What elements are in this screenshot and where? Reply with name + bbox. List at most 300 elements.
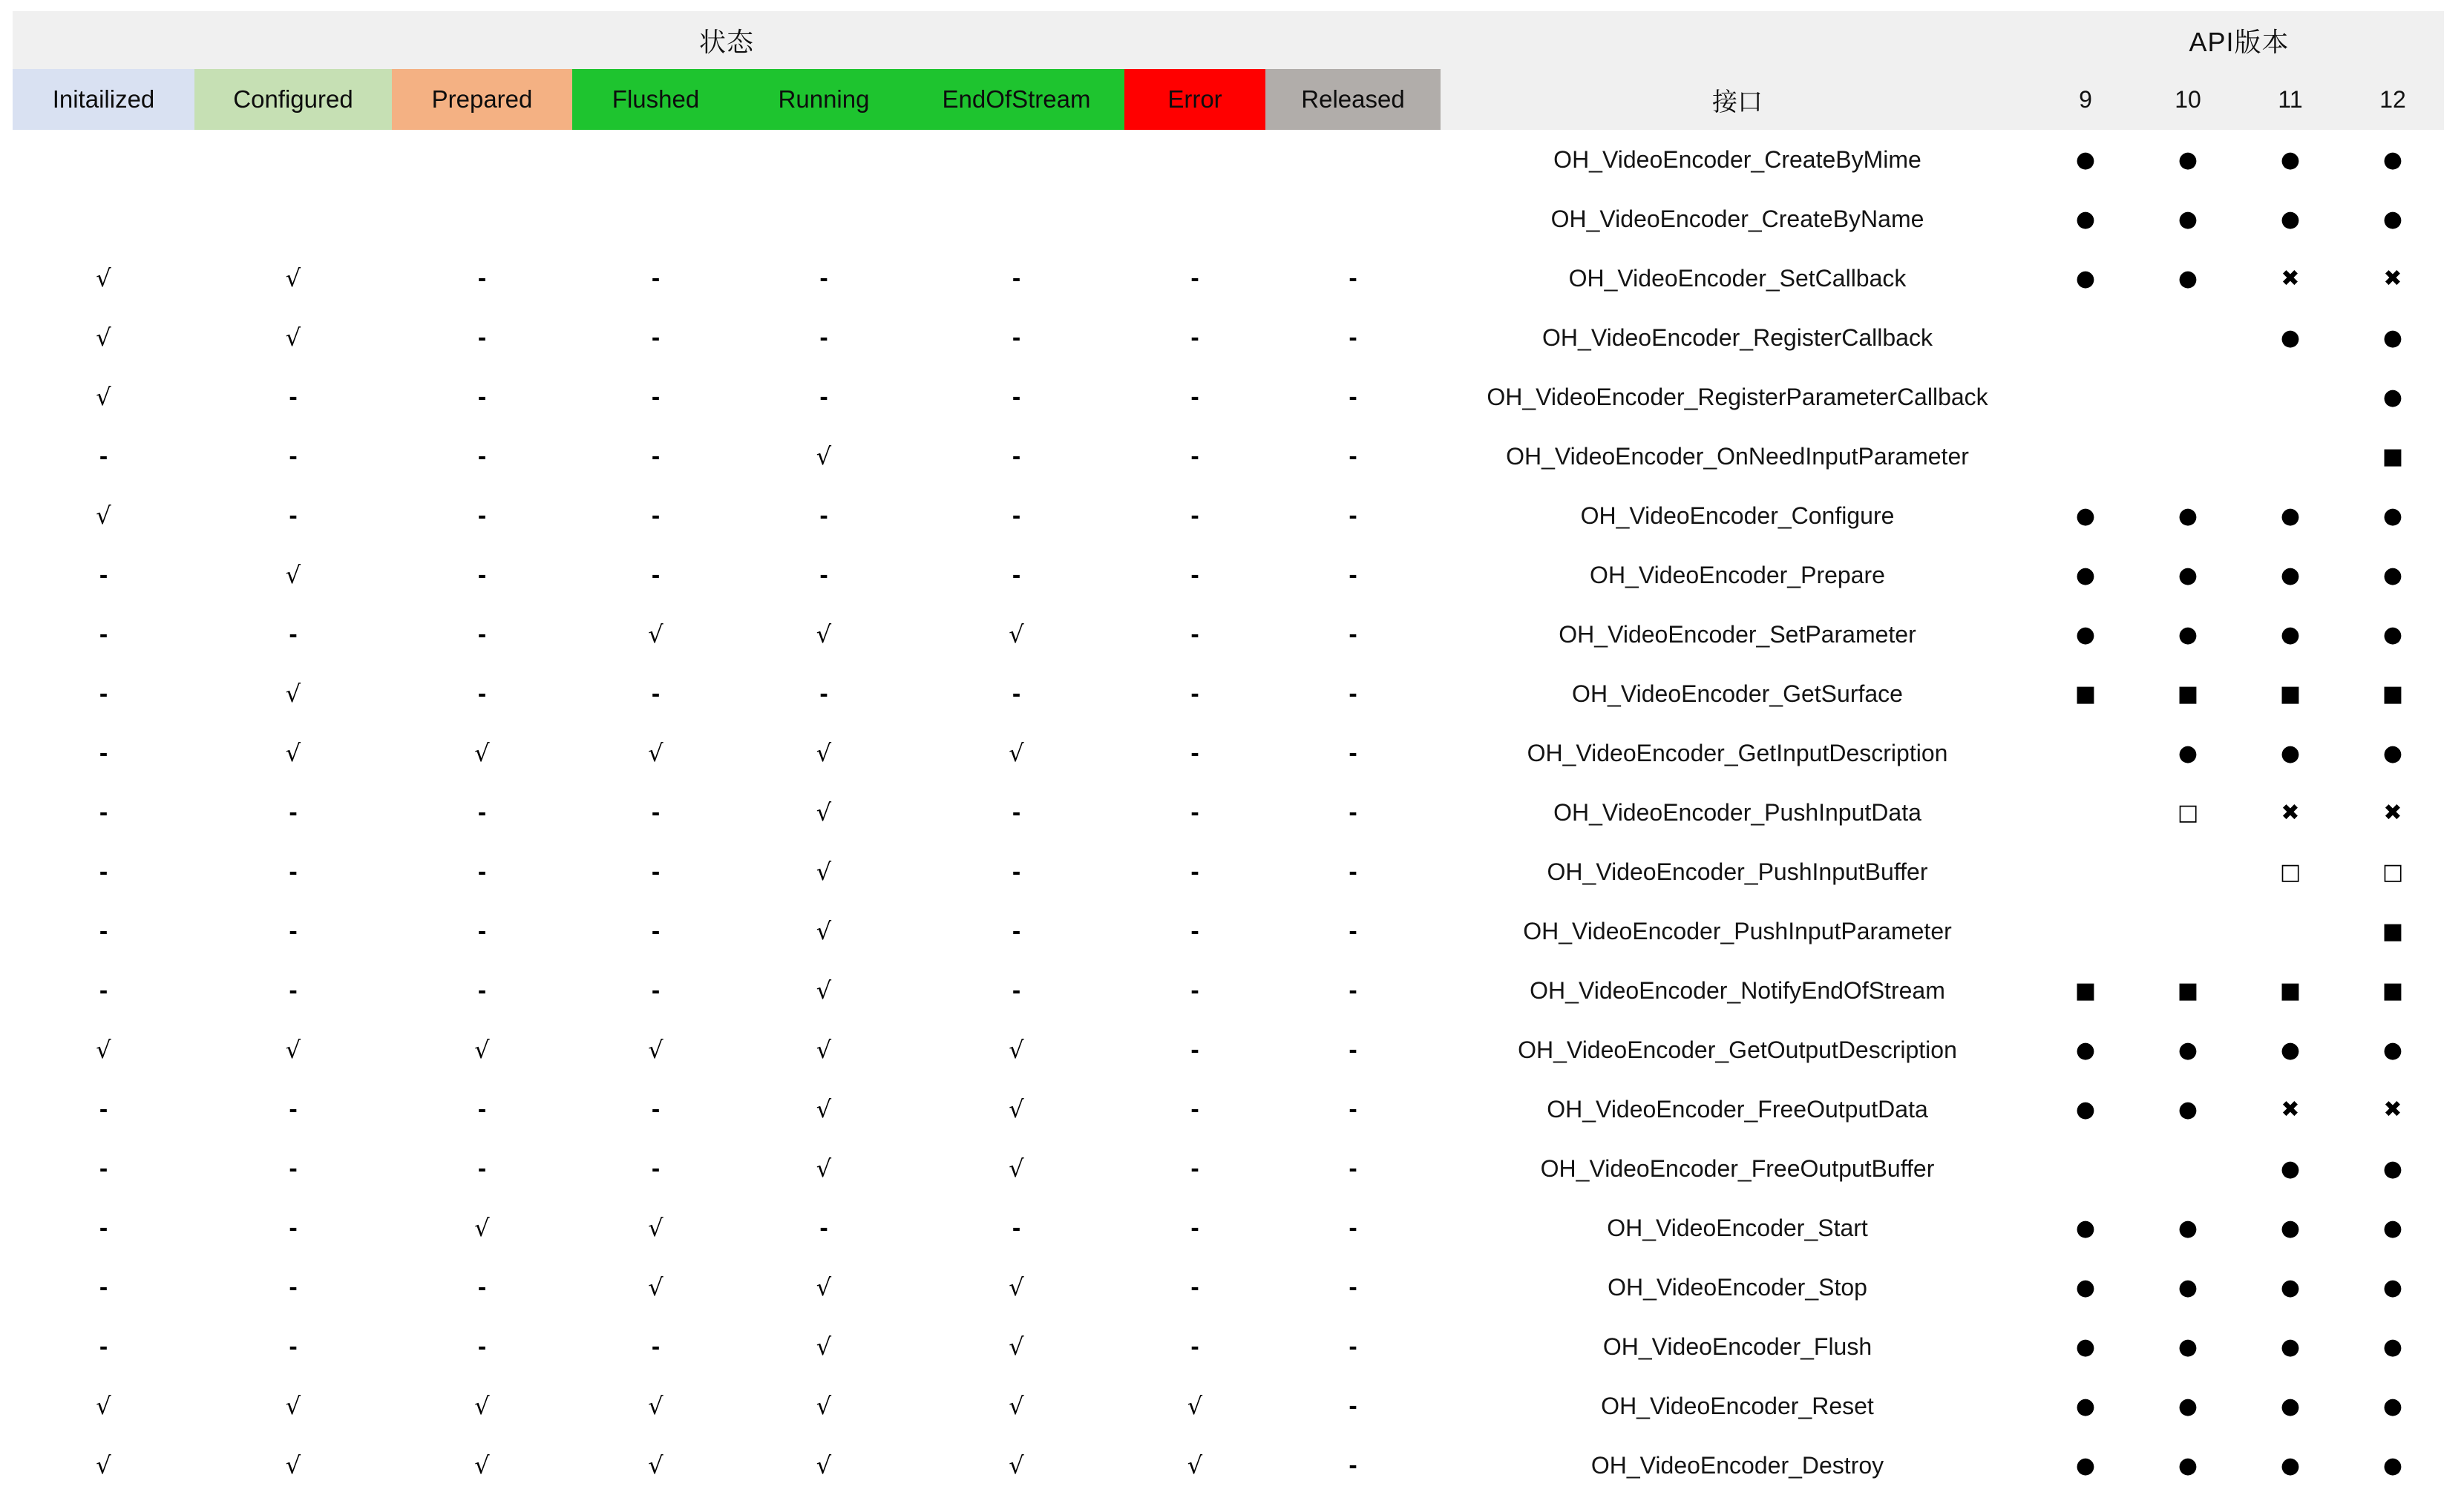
state-cell: -	[1349, 738, 1357, 767]
state-cell: -	[1190, 382, 1199, 411]
api-support-cell: ●	[2178, 206, 2198, 232]
state-cell: -	[99, 1332, 108, 1361]
state-cell: -	[289, 620, 298, 648]
state-cell: √	[816, 620, 832, 648]
api-support-cell: ●	[2075, 146, 2096, 173]
state-cell: -	[819, 560, 828, 589]
api-support-cell	[2034, 901, 2137, 961]
state-cell: √	[96, 1392, 111, 1420]
api-support-cell: ●	[2178, 621, 2198, 648]
state-column-header-running: Running	[739, 69, 908, 130]
interface-name: OH_VideoEncoder_RegisterParameterCallback	[1487, 383, 1988, 410]
state-column-header-released: Released	[1265, 69, 1441, 130]
api-support-cell: ●	[2280, 146, 2301, 173]
api-support-cell	[2034, 308, 2137, 367]
state-cell: -	[1190, 798, 1199, 827]
state-cell: -	[651, 1154, 661, 1183]
api-support-cell: ●	[2280, 1452, 2301, 1479]
state-cell: -	[1190, 1332, 1199, 1361]
state-cell: -	[1349, 560, 1357, 589]
api-support-cell: ●	[2280, 324, 2301, 351]
api-support-cell: ●	[2382, 1036, 2403, 1063]
state-cell: -	[289, 1154, 298, 1183]
state-cell: -	[1349, 620, 1357, 648]
api-support-cell	[2239, 901, 2342, 961]
state-cell: √	[816, 1451, 832, 1479]
interface-name: OH_VideoEncoder_GetOutputDescription	[1518, 1036, 1957, 1063]
state-cell: √	[474, 739, 490, 767]
state-cell: √	[816, 976, 832, 1005]
state-cell: -	[99, 1094, 108, 1123]
state-api-table	[13, 11, 2444, 1495]
state-cell	[1265, 189, 1441, 249]
api-support-cell: ●	[2280, 1215, 2301, 1241]
state-cell: -	[1190, 560, 1199, 589]
state-cell: -	[651, 798, 661, 827]
state-cell: -	[289, 916, 298, 945]
state-cell: -	[99, 679, 108, 708]
state-cell: -	[651, 501, 661, 530]
state-cell: -	[1012, 560, 1021, 589]
state-cell: -	[1190, 916, 1199, 945]
state-cell: -	[99, 560, 108, 589]
api-version-column-header-9: 9	[2034, 69, 2137, 130]
interface-name: OH_VideoEncoder_PushInputParameter	[1523, 917, 1952, 944]
state-cell: -	[819, 679, 828, 708]
state-cell: -	[651, 1094, 661, 1123]
state-cell: -	[819, 501, 828, 530]
state-cell: -	[477, 560, 487, 589]
api-support-cell: ●	[2075, 1274, 2096, 1301]
state-cell: -	[289, 1272, 298, 1301]
state-cell: √	[96, 502, 111, 530]
status-group-header: 状态	[13, 11, 1441, 69]
state-cell: √	[96, 1451, 111, 1479]
api-support-cell: □	[2382, 858, 2404, 885]
api-support-cell: ●	[2382, 1393, 2403, 1419]
state-cell: -	[99, 976, 108, 1005]
api-support-cell: ✖	[2281, 265, 2300, 292]
api-support-cell: ●	[2075, 265, 2096, 292]
state-cell: -	[1012, 382, 1021, 411]
api-support-cell: ●	[2280, 1333, 2301, 1360]
state-cell: -	[1349, 501, 1357, 530]
state-cell	[13, 189, 194, 249]
api-support-cell: ■	[2382, 443, 2404, 470]
api-support-cell: ■	[2382, 977, 2404, 1004]
state-cell: √	[1009, 1154, 1024, 1183]
interface-name: OH_VideoEncoder_Reset	[1601, 1392, 1874, 1419]
state-cell: -	[651, 560, 661, 589]
api-support-cell	[2137, 842, 2239, 901]
interface-name: OH_VideoEncoder_Configure	[1580, 502, 1895, 529]
state-cell: -	[1349, 382, 1357, 411]
api-support-cell: ●	[2280, 562, 2301, 588]
state-cell: √	[816, 798, 832, 827]
state-cell: -	[1349, 679, 1357, 708]
state-cell: -	[477, 1094, 487, 1123]
state-cell: -	[477, 1154, 487, 1183]
state-cell: -	[819, 1213, 828, 1242]
api-support-cell: ●	[2178, 562, 2198, 588]
state-cell: -	[1190, 501, 1199, 530]
interface-name: OH_VideoEncoder_GetInputDescription	[1527, 739, 1948, 766]
state-cell: √	[1009, 1036, 1024, 1064]
api-support-cell	[2137, 1139, 2239, 1198]
api-support-cell: ●	[2178, 1393, 2198, 1419]
state-cell: -	[1190, 738, 1199, 767]
state-cell: √	[648, 739, 663, 767]
api-support-cell: ●	[2075, 1333, 2096, 1360]
state-cell: -	[99, 738, 108, 767]
api-support-cell: ●	[2382, 324, 2403, 351]
state-cell: -	[1012, 501, 1021, 530]
state-cell: √	[474, 1392, 490, 1420]
interface-name: OH_VideoEncoder_RegisterCallback	[1542, 323, 1933, 351]
state-cell: -	[1349, 1035, 1357, 1064]
state-cell: -	[1190, 1035, 1199, 1064]
state-cell: √	[1009, 739, 1024, 767]
state-cell: -	[651, 1332, 661, 1361]
interface-column-header: 接口	[1441, 69, 2034, 130]
api-support-cell: ●	[2075, 206, 2096, 232]
interface-name: OH_VideoEncoder_PushInputBuffer	[1547, 858, 1928, 885]
interface-name: OH_VideoEncoder_SetCallback	[1568, 264, 1907, 292]
state-cell: -	[1349, 857, 1357, 886]
api-support-cell: ●	[2178, 1274, 2198, 1301]
state-cell: √	[816, 1333, 832, 1361]
api-support-cell: ■	[2177, 977, 2199, 1004]
state-cell: √	[96, 383, 111, 411]
state-cell: -	[651, 441, 661, 470]
state-cell: -	[1190, 263, 1199, 292]
state-cell: -	[1349, 1213, 1357, 1242]
interface-name: OH_VideoEncoder_PushInputData	[1553, 798, 1921, 826]
state-cell: -	[651, 263, 661, 292]
api-support-cell: ●	[2382, 1333, 2403, 1360]
state-cell: -	[289, 1213, 298, 1242]
state-cell: -	[289, 501, 298, 530]
api-support-cell: ●	[2382, 621, 2403, 648]
state-cell: -	[819, 323, 828, 352]
interface-name: OH_VideoEncoder_Prepare	[1590, 561, 1885, 588]
api-support-cell: ●	[2280, 1036, 2301, 1063]
api-support-cell	[2034, 367, 2137, 427]
state-cell: -	[99, 798, 108, 827]
api-support-cell: ●	[2178, 265, 2198, 292]
api-support-cell: ■	[2279, 977, 2301, 1004]
api-support-cell	[2137, 308, 2239, 367]
state-cell	[908, 189, 1124, 249]
state-cell: √	[285, 561, 301, 589]
state-cell	[1265, 130, 1441, 189]
state-cell: -	[289, 857, 298, 886]
api-support-cell	[2137, 427, 2239, 486]
state-cell: -	[99, 1272, 108, 1301]
state-cell: -	[651, 323, 661, 352]
api-support-cell: ●	[2280, 1274, 2301, 1301]
state-cell: √	[816, 739, 832, 767]
api-support-cell: □	[2279, 858, 2301, 885]
state-cell: -	[477, 323, 487, 352]
api-support-cell: ●	[2178, 1452, 2198, 1479]
state-cell: -	[289, 798, 298, 827]
api-support-cell	[2034, 723, 2137, 783]
api-support-cell	[2137, 901, 2239, 961]
api-support-cell: ●	[2075, 562, 2096, 588]
api-support-cell	[2034, 1139, 2137, 1198]
api-support-cell: ●	[2382, 1155, 2403, 1182]
state-cell: -	[99, 857, 108, 886]
state-cell: √	[648, 1451, 663, 1479]
state-cell: √	[1009, 1333, 1024, 1361]
api-support-cell: ●	[2280, 621, 2301, 648]
state-cell: -	[1012, 441, 1021, 470]
api-support-cell: ✖	[2281, 1096, 2300, 1123]
state-cell: √	[816, 1095, 832, 1123]
api-support-cell: ■	[2074, 680, 2097, 707]
state-cell: -	[477, 441, 487, 470]
api-version-group-header: API版本	[2034, 11, 2444, 69]
state-cell: -	[651, 382, 661, 411]
api-support-cell	[2034, 427, 2137, 486]
api-support-cell: ✖	[2383, 799, 2402, 826]
state-cell: √	[96, 264, 111, 292]
state-cell: -	[99, 1213, 108, 1242]
api-support-cell: ●	[2382, 1215, 2403, 1241]
state-cell: √	[816, 1154, 832, 1183]
api-support-cell: ✖	[2383, 265, 2402, 292]
api-support-cell: ●	[2382, 384, 2403, 410]
state-cell: -	[1190, 441, 1199, 470]
state-cell: √	[285, 739, 301, 767]
state-cell: √	[816, 858, 832, 886]
api-support-cell: ●	[2280, 740, 2301, 766]
api-support-cell: ●	[2075, 621, 2096, 648]
state-cell	[1124, 189, 1265, 249]
state-cell: -	[1349, 1272, 1357, 1301]
api-support-cell: ●	[2382, 562, 2403, 588]
state-cell: √	[648, 1392, 663, 1420]
state-cell: √	[1009, 1392, 1024, 1420]
state-cell: -	[477, 501, 487, 530]
state-cell: √	[285, 1451, 301, 1479]
api-support-cell: ●	[2178, 1096, 2198, 1123]
interface-name: OH_VideoEncoder_FreeOutputBuffer	[1540, 1154, 1935, 1182]
state-cell: √	[285, 1392, 301, 1420]
state-cell: √	[1009, 1095, 1024, 1123]
state-cell: -	[819, 382, 828, 411]
state-cell	[194, 189, 392, 249]
state-column-header-error: Error	[1124, 69, 1265, 130]
api-support-cell: ●	[2382, 502, 2403, 529]
state-cell: √	[648, 1036, 663, 1064]
interface-name: OH_VideoEncoder_Flush	[1602, 1333, 1872, 1360]
state-column-header-flushed: Flushed	[572, 69, 739, 130]
state-cell: -	[99, 620, 108, 648]
state-cell: -	[1349, 1450, 1357, 1479]
state-cell	[13, 130, 194, 189]
state-cell: -	[1012, 857, 1021, 886]
state-cell: √	[96, 1036, 111, 1064]
state-cell: -	[99, 1154, 108, 1183]
state-cell: -	[1349, 798, 1357, 827]
api-support-cell: ●	[2075, 1452, 2096, 1479]
state-column-header-initailized: Initailized	[13, 69, 194, 130]
state-cell: √	[1187, 1392, 1203, 1420]
state-cell: -	[99, 441, 108, 470]
api-support-cell: ●	[2178, 740, 2198, 766]
api-support-cell	[2239, 427, 2342, 486]
state-column-header-endofstream: EndOfStream	[908, 69, 1124, 130]
state-cell: √	[474, 1451, 490, 1479]
api-support-cell: ●	[2382, 1452, 2403, 1479]
state-cell: √	[285, 1036, 301, 1064]
state-cell: -	[477, 263, 487, 292]
api-support-cell	[2034, 842, 2137, 901]
state-cell: √	[285, 264, 301, 292]
state-cell: -	[289, 441, 298, 470]
state-cell: -	[651, 679, 661, 708]
state-cell: -	[651, 857, 661, 886]
api-support-cell: ■	[2074, 977, 2097, 1004]
state-cell: √	[648, 620, 663, 648]
api-support-cell: ●	[2382, 146, 2403, 173]
state-cell: √	[648, 1273, 663, 1301]
state-cell: -	[651, 976, 661, 1005]
state-cell: -	[289, 382, 298, 411]
api-support-cell: ■	[2382, 918, 2404, 944]
api-support-cell: ●	[2075, 1036, 2096, 1063]
api-support-cell: ●	[2178, 502, 2198, 529]
state-cell: -	[477, 976, 487, 1005]
api-version-column-header-12: 12	[2342, 69, 2444, 130]
state-cell: -	[289, 1094, 298, 1123]
state-cell	[739, 130, 908, 189]
api-support-cell: ✖	[2281, 799, 2300, 826]
state-cell: √	[474, 1036, 490, 1064]
state-cell: √	[1187, 1451, 1203, 1479]
state-cell	[739, 189, 908, 249]
state-column-header-prepared: Prepared	[392, 69, 572, 130]
api-support-cell: □	[2177, 799, 2199, 826]
api-support-cell: ■	[2382, 680, 2404, 707]
api-support-cell: ■	[2279, 680, 2301, 707]
api-support-cell: ●	[2075, 1393, 2096, 1419]
state-cell: -	[477, 382, 487, 411]
interface-name: OH_VideoEncoder_Start	[1607, 1214, 1868, 1241]
state-cell: √	[1009, 620, 1024, 648]
state-cell: -	[1012, 976, 1021, 1005]
state-cell: -	[1012, 798, 1021, 827]
state-cell	[194, 130, 392, 189]
interface-name: OH_VideoEncoder_FreeOutputData	[1547, 1095, 1928, 1123]
api-version-column-header-10: 10	[2137, 69, 2239, 130]
api-support-cell: ●	[2382, 206, 2403, 232]
state-cell: √	[285, 323, 301, 352]
state-cell: √	[816, 917, 832, 945]
api-support-cell	[2137, 367, 2239, 427]
state-cell: -	[1190, 1213, 1199, 1242]
api-support-cell: ●	[2280, 1155, 2301, 1182]
state-cell: -	[477, 798, 487, 827]
interface-name: OH_VideoEncoder_CreateByName	[1550, 205, 1924, 232]
state-cell: -	[1190, 1272, 1199, 1301]
api-version-column-header-11: 11	[2239, 69, 2342, 130]
state-cell: -	[1349, 263, 1357, 292]
interface-header-spacer	[1441, 11, 2034, 69]
state-cell: √	[648, 1214, 663, 1242]
state-cell: -	[289, 1332, 298, 1361]
state-cell: -	[651, 916, 661, 945]
state-cell: -	[1190, 679, 1199, 708]
state-cell: -	[1012, 916, 1021, 945]
api-support-cell: ✖	[2383, 1096, 2402, 1123]
interface-name: OH_VideoEncoder_SetParameter	[1559, 620, 1916, 648]
state-cell: -	[477, 1332, 487, 1361]
state-cell: -	[1349, 441, 1357, 470]
state-cell: -	[1190, 1094, 1199, 1123]
interface-name: OH_VideoEncoder_CreateByMime	[1553, 145, 1921, 173]
state-cell: -	[1190, 1154, 1199, 1183]
api-support-cell	[2239, 367, 2342, 427]
state-column-header-configured: Configured	[194, 69, 392, 130]
interface-name: OH_VideoEncoder_NotifyEndOfStream	[1530, 976, 1945, 1004]
state-cell: -	[1349, 976, 1357, 1005]
state-cell: -	[1349, 1154, 1357, 1183]
state-cell: -	[289, 976, 298, 1005]
state-cell: -	[477, 857, 487, 886]
state-cell: -	[1349, 916, 1357, 945]
state-cell: √	[816, 1273, 832, 1301]
state-cell	[1124, 130, 1265, 189]
api-support-cell: ●	[2075, 1096, 2096, 1123]
state-cell: √	[474, 1214, 490, 1242]
state-cell: -	[1190, 976, 1199, 1005]
state-cell: -	[477, 1272, 487, 1301]
state-cell: √	[1009, 1451, 1024, 1479]
api-support-cell: ●	[2178, 146, 2198, 173]
state-cell: -	[819, 263, 828, 292]
state-cell: √	[96, 323, 111, 352]
state-cell	[572, 189, 739, 249]
api-support-cell: ●	[2280, 502, 2301, 529]
api-support-cell: ●	[2178, 1215, 2198, 1241]
interface-name: OH_VideoEncoder_GetSurface	[1572, 680, 1903, 707]
state-cell: √	[816, 1392, 832, 1420]
interface-name: OH_VideoEncoder_Stop	[1608, 1273, 1867, 1301]
state-cell	[908, 130, 1124, 189]
state-cell: -	[1349, 1332, 1357, 1361]
state-cell: -	[1349, 1094, 1357, 1123]
state-cell	[392, 130, 572, 189]
state-cell: -	[1012, 263, 1021, 292]
state-cell: -	[1349, 1391, 1357, 1420]
api-support-cell: ●	[2075, 1215, 2096, 1241]
state-cell: -	[1012, 323, 1021, 352]
state-cell: -	[1012, 679, 1021, 708]
state-cell: -	[1012, 1213, 1021, 1242]
state-cell: √	[1009, 1273, 1024, 1301]
state-cell: -	[1190, 857, 1199, 886]
interface-name: OH_VideoEncoder_Destroy	[1590, 1451, 1884, 1479]
state-cell: √	[285, 680, 301, 708]
state-cell	[572, 130, 739, 189]
state-cell: -	[1190, 323, 1199, 352]
api-support-cell: ■	[2177, 680, 2199, 707]
state-cell: -	[477, 620, 487, 648]
api-support-cell: ●	[2280, 206, 2301, 232]
